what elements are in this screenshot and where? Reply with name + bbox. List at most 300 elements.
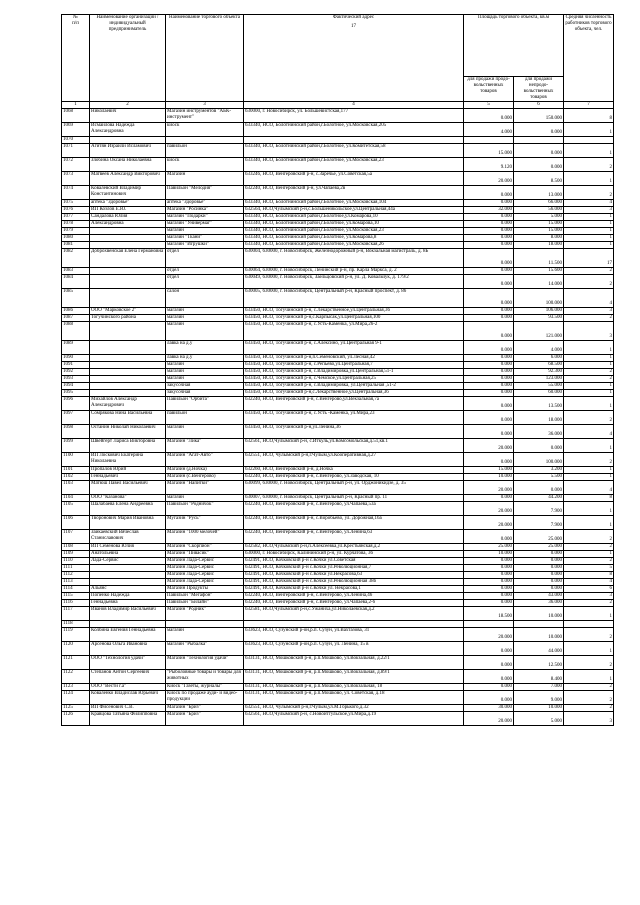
row-number: 1107	[62, 530, 90, 544]
table-row	[62, 572, 614, 579]
row-number: 1123	[62, 684, 90, 691]
row-nonfood-area: 0.000	[514, 565, 564, 572]
row-number: 1090	[62, 355, 90, 362]
row-organization: Альянс	[90, 586, 166, 593]
row-address: 632240, НСО, Венгеровский р-н, с.Венгерово, ул.Чапаева,2-6	[244, 600, 464, 607]
row-nonfood-area: 100.000	[514, 453, 564, 467]
row-object: Магазин "Родник"	[166, 607, 244, 621]
row-organization	[90, 137, 166, 144]
row-staff: 2	[564, 275, 614, 289]
row-organization: Останин Николай Николаевич	[90, 425, 166, 439]
row-organization	[90, 268, 166, 275]
row-number: 1076	[62, 207, 90, 214]
row-object: закусочная	[166, 383, 244, 390]
row-nonfood-area: 56.000	[514, 207, 564, 214]
row-food-area: 0.000	[464, 242, 514, 249]
row-food-area: 0.000	[464, 341, 514, 355]
table-row	[62, 144, 614, 158]
col-number-2: 2	[90, 102, 166, 109]
row-organization	[90, 369, 166, 376]
header-nonfood-area: для продажи непродо-вольственных товаров	[514, 77, 564, 102]
row-staff: 2	[564, 268, 614, 275]
row-number: 1093	[62, 376, 90, 383]
row-number: 1095	[62, 390, 90, 397]
table-row	[62, 670, 614, 684]
row-staff: 2	[564, 544, 614, 551]
row-staff: 4	[564, 481, 614, 495]
row-number: 1091	[62, 362, 90, 369]
row-food-area: 0.000	[464, 530, 514, 544]
row-food-area: 0.000	[464, 221, 514, 228]
row-object: отдел	[166, 249, 244, 268]
row-staff: 4	[564, 200, 614, 207]
table-row	[62, 516, 614, 530]
header-address-label: Фактический адрес	[332, 15, 375, 20]
row-address: 632491, НСО, Кочковский р-н с.Кочки ул.Революционная 38б	[244, 579, 464, 586]
row-nonfood-area: 44.000	[514, 642, 564, 656]
row-organization: Матвеев Александр Викторович	[90, 172, 166, 186]
row-staff: 8	[564, 572, 614, 579]
row-number: 1069	[62, 123, 90, 137]
row-nonfood-area: 44.200	[514, 495, 564, 502]
row-address: 633246, НСО, Венгеровский р-н, с.Заречье, ул.Советская,5а	[244, 172, 464, 186]
row-nonfood-area: 150.000	[514, 109, 564, 123]
row-food-area: 0.000	[464, 235, 514, 242]
table-row	[62, 530, 614, 544]
row-object: магазин "Подарки"	[166, 214, 244, 221]
row-nonfood-area: 60.000	[514, 390, 564, 397]
header-staff: Средняя численность работников торгового объекта, чел.	[564, 15, 614, 102]
row-food-area: 0.000	[464, 355, 514, 362]
row-number: 1092	[62, 369, 90, 376]
row-staff: 2	[564, 453, 614, 467]
row-number: 1084	[62, 275, 90, 289]
row-food-area: 0.000	[464, 289, 514, 308]
row-address: 632240, НСО, Венгеровский р-н, с.Венгерово, ул.Ленина,46	[244, 593, 464, 600]
row-address: 633131, НСО, Мошковский р-н, р.п.Мошково, ул.Вокзальная, д.89/1	[244, 670, 464, 684]
row-object: магазин "Ткани"	[166, 235, 244, 242]
row-number: 1114	[62, 586, 90, 593]
row-staff: 4	[564, 425, 614, 439]
table-row	[62, 268, 614, 275]
row-number: 1089	[62, 341, 90, 355]
table-row	[62, 235, 614, 242]
row-nonfood-area: 10.000	[514, 628, 564, 642]
row-address: 633450, НСО, Тогучинский р-н, с.Усть-Каменка, ул.Мира,26-2	[244, 322, 464, 341]
row-organization	[90, 275, 166, 289]
row-nonfood-area: 106.000	[514, 308, 564, 315]
row-nonfood-area: 0.000	[514, 144, 564, 158]
row-nonfood-area: 0.000	[514, 123, 564, 137]
row-organization	[90, 565, 166, 572]
row-organization: Николаевич	[90, 109, 166, 123]
row-staff: 2	[564, 158, 614, 172]
row-number: 1101	[62, 467, 90, 474]
row-food-area: 0.000	[464, 691, 514, 705]
table-row	[62, 600, 614, 607]
row-organization: Александровна	[90, 221, 166, 228]
row-object: Павильон "Мегафон"	[166, 593, 244, 600]
row-food-area: 20.000	[464, 628, 514, 642]
row-address: 632561, НСО,Чулымский р-н, с.Иткуль,ул.Комсомольская,д.51,кв.1	[244, 439, 464, 453]
row-address: 633450, НСО, Тогучинский р-н, с.Владимировка,ул.Центральная,51-1	[244, 369, 464, 376]
row-staff: 3	[564, 207, 614, 214]
row-number: 1071	[62, 144, 90, 158]
table-row	[62, 495, 614, 502]
row-organization: Доброхвенская Елена Германовна	[90, 249, 166, 268]
row-food-area: 18.500	[464, 607, 514, 621]
row-address: 630000, г. Новосибирск, Калининский р-н, ул. Курчатова, 36	[244, 551, 464, 558]
row-address: 630007, 630000, г. Новосибирск, Центральный р-н, Красный пр. 11	[244, 495, 464, 502]
row-number: 1087	[62, 315, 90, 322]
row-nonfood-area: 0.000	[514, 586, 564, 593]
row-food-area: 0.000	[464, 308, 514, 315]
row-number: 1112	[62, 572, 90, 579]
row-staff: 4	[564, 289, 614, 308]
row-address: 632491, НСО, Кочковский р-н с.Кочки ул.Советская	[244, 558, 464, 565]
row-nonfood-area: 18.000	[514, 242, 564, 249]
row-address: 632551, НСО, Чулымский р-н,г.Чулым,ул.Кооперативная,д.27	[244, 453, 464, 467]
row-staff: 1	[564, 172, 614, 186]
row-staff: 1	[564, 228, 614, 235]
row-address: 632491, НСО, Кочковский р-н с.Кочки ул. Некрасова,1	[244, 586, 464, 593]
row-number: 1078	[62, 221, 90, 228]
row-organization: ИП Козлов Е.Ю.	[90, 207, 166, 214]
row-food-area	[464, 137, 514, 144]
row-staff: 3	[564, 593, 614, 600]
row-address: 633450, НСО, Тогучинский р-н, с.Репьево,ул.Центральная,7	[244, 362, 464, 369]
row-number: 1072	[62, 158, 90, 172]
row-number: 1070	[62, 137, 90, 144]
row-number: 1074	[62, 186, 90, 200]
row-address: 633450, НСО, Тогучинский р-н,п.Семеновский, ул.Лесная,42	[244, 355, 464, 362]
row-organization: Ковалевский Владимир Константинович	[90, 186, 166, 200]
row-food-area: 0.000	[464, 109, 514, 123]
row-staff: 6	[564, 586, 614, 593]
trade-objects-table	[61, 14, 614, 726]
row-food-area: 0.000	[464, 214, 514, 221]
table-row	[62, 242, 614, 249]
table-row	[62, 551, 614, 558]
row-address: 633340, НСО, Болотнинский район,г.Болотное, ул.Комарова,10	[244, 221, 464, 228]
row-number: 1117	[62, 607, 90, 621]
row-food-area: 20.000	[464, 712, 514, 726]
table-row	[62, 109, 614, 123]
row-object: магазин	[166, 628, 244, 642]
row-nonfood-area: 15.000	[514, 221, 564, 228]
row-address: 633340, НСО, Болотнинский район,г.Болотное, ул.Московская,23	[244, 158, 464, 172]
row-address	[244, 137, 464, 144]
row-staff: 1	[564, 516, 614, 530]
row-number: 1098	[62, 425, 90, 439]
row-nonfood-area: 5.000	[514, 712, 564, 726]
table-row	[62, 172, 614, 186]
row-address: 633450, НСО, Тогучинский р-н, с.Чемское,ул.Центральная,25	[244, 376, 464, 383]
header-organization: Наименование организации / индивидуальный предприниматель	[90, 15, 166, 102]
row-object	[166, 137, 244, 144]
row-food-area: 30.000	[464, 705, 514, 712]
row-staff: 1	[564, 341, 614, 355]
header-object: Наименование торгового объекта	[166, 15, 244, 102]
row-object: павильон	[166, 144, 244, 158]
row-nonfood-area: 8.000	[514, 235, 564, 242]
row-organization	[90, 228, 166, 235]
table-row	[62, 579, 614, 586]
row-organization: аптека "Здоровье"	[90, 200, 166, 207]
row-organization: ООО "Казанова"	[90, 495, 166, 502]
header-address-extra: 17	[351, 24, 356, 29]
row-object: Павильон "Орбита"	[166, 397, 244, 411]
row-organization: Пропалов Юрий	[90, 467, 166, 474]
row-staff: 2	[564, 600, 614, 607]
row-number: 1124	[62, 691, 90, 705]
row-object: Магазин "Лика"	[166, 439, 244, 453]
row-food-area: 0.000	[464, 656, 514, 670]
row-organization: Арсенова Ольга Ивановна	[90, 642, 166, 656]
row-nonfood-area: 0.000	[514, 558, 564, 565]
row-object: Магазин "Агат-Авто"	[166, 453, 244, 467]
row-staff: 1	[564, 235, 614, 242]
table-row	[62, 249, 614, 268]
row-address: 633131, НСО, Мошковский р-н, р.п.Мошково, ул.Вокзальная, д.22/1	[244, 656, 464, 670]
row-address: 632551, НСО, Чулымский р-н,г.Чулым,ул.М.Горького,д.32	[244, 705, 464, 712]
row-staff: 1	[564, 362, 614, 369]
row-number: 1094	[62, 383, 90, 390]
table-row	[62, 369, 614, 376]
document-page	[61, 14, 613, 726]
row-object: Киоск по продаже ауди- и видео-продукции	[166, 691, 244, 705]
row-organization	[90, 355, 166, 362]
row-food-area: 0.000	[464, 565, 514, 572]
row-address: 630099, 630000, г. Новосибирск, Центральный р-н, ул. Орджоникидзе, д. 35	[244, 481, 464, 495]
row-staff: 1	[564, 551, 614, 558]
row-food-area: 0.000	[464, 670, 514, 684]
row-number: 1096	[62, 397, 90, 411]
table-row	[62, 341, 614, 355]
row-address: 633450, НСО, Тогучинский р-н, с.Лекарственное,ул.Центральная,36	[244, 308, 464, 315]
row-object: магазин	[166, 308, 244, 315]
row-nonfood-area: 7.900	[514, 516, 564, 530]
row-number: 1109	[62, 551, 90, 558]
row-object: Магазин (с.Венгерово)	[166, 474, 244, 481]
row-nonfood-area: 18.000	[514, 411, 564, 425]
row-number: 1073	[62, 172, 90, 186]
row-nonfood-area: 5.000	[514, 214, 564, 221]
row-address: 632260, НСО, Венгеровский р-н, д.Ночка	[244, 467, 464, 474]
row-address: 633623, НСО, Сузунский р-он,р.п. Сузун, ул.Вахтазова, 31	[244, 628, 464, 642]
row-object: магазин	[166, 369, 244, 376]
row-object: Магазин Лада-Сервис	[166, 558, 244, 565]
table-row	[62, 200, 614, 207]
row-organization	[90, 376, 166, 383]
row-organization: Шалабаева Елена Андреевна	[90, 502, 166, 516]
row-food-area: 0.000	[464, 425, 514, 439]
row-organization	[90, 621, 166, 628]
row-address: 630005, 630000, г. Новосибирск, Центральный р-н, Красный проспект, д. 86	[244, 289, 464, 308]
row-object: Магазин Лада-Сервис	[166, 579, 244, 586]
row-staff: 8	[564, 495, 614, 502]
row-number: 1110	[62, 558, 90, 565]
row-number: 1111	[62, 565, 90, 572]
row-food-area: 0.000	[464, 268, 514, 275]
row-number: 1075	[62, 200, 90, 207]
table-row	[62, 308, 614, 315]
table-row	[62, 355, 614, 362]
numbering-row	[62, 102, 614, 109]
row-number: 1118	[62, 621, 90, 628]
col-number-7: 7	[564, 102, 614, 109]
header-area-group: Площадь торгового объекта, кв.м	[464, 15, 564, 77]
row-organization: Агитян Израили Исламович	[90, 144, 166, 158]
row-organization	[90, 362, 166, 369]
row-object: магазин	[166, 376, 244, 383]
col-number-4: 4	[244, 102, 464, 109]
table-row	[62, 544, 614, 551]
row-object: магазин "Рыбалка"	[166, 642, 244, 656]
row-nonfood-area: 10.000	[514, 607, 564, 621]
row-staff: 2	[564, 315, 614, 322]
row-organization: ИП Семенова Юлия	[90, 544, 166, 551]
row-staff: 4	[564, 579, 614, 586]
table-row	[62, 439, 614, 453]
row-object: Киоск "Газеты, журналы"	[166, 684, 244, 691]
row-address: 633131, НСО, Мошковский р-н, р.п.Мошково, ул. Советская, д.18	[244, 691, 464, 705]
row-nonfood-area: 121.000	[514, 322, 564, 341]
row-staff: 2	[564, 684, 614, 691]
table-row	[62, 425, 614, 439]
row-object: киоск	[166, 123, 244, 137]
row-organization: Творонович Мария Ивановна	[90, 516, 166, 530]
row-staff: 1	[564, 607, 614, 621]
row-object: отдел	[166, 268, 244, 275]
row-organization: Матюш Павел Васильевич	[90, 481, 166, 495]
row-staff: 1	[564, 355, 614, 362]
table-row	[62, 362, 614, 369]
row-nonfood-area	[514, 137, 564, 144]
row-number: 1105	[62, 502, 90, 516]
row-nonfood-area: 11.500	[514, 249, 564, 268]
row-nonfood-area: 4.000	[514, 341, 564, 355]
row-number: 1079	[62, 228, 90, 235]
row-nonfood-area: 92.300	[514, 369, 564, 376]
row-organization: Михайлов Александр Александрович	[90, 397, 166, 411]
row-nonfood-area: 13.500	[514, 397, 564, 411]
row-nonfood-area: 0.000	[514, 439, 564, 453]
row-organization	[90, 579, 166, 586]
row-object: киоск	[166, 158, 244, 172]
row-staff: 3	[564, 308, 614, 315]
row-number: 1113	[62, 579, 90, 586]
row-nonfood-area: 9.000	[514, 691, 564, 705]
row-nonfood-area: 5.500	[514, 474, 564, 481]
row-nonfood-area: 123.000	[514, 376, 564, 383]
row-food-area	[464, 621, 514, 628]
row-food-area: 15.000	[464, 467, 514, 474]
row-staff: 1	[564, 502, 614, 516]
table-row	[62, 593, 614, 600]
table-row	[62, 586, 614, 593]
row-staff: 5	[564, 565, 614, 572]
row-staff: 17	[564, 249, 614, 268]
row-staff	[564, 621, 614, 628]
row-object: Магазин "Скорпион"	[166, 544, 244, 551]
row-organization: Сандалова Юлия	[90, 214, 166, 221]
row-food-area: 0.000	[464, 186, 514, 200]
row-staff: 2	[564, 656, 614, 670]
row-food-area: 32.000	[464, 207, 514, 214]
table-row	[62, 137, 614, 144]
table-row	[62, 467, 614, 474]
table-row	[62, 705, 614, 712]
row-object: Магазин "Технология удачи"	[166, 656, 244, 670]
row-object: павильон	[166, 411, 244, 425]
row-number: 1085	[62, 289, 90, 308]
row-staff: 2	[564, 369, 614, 376]
table-row	[62, 481, 614, 495]
row-address: 633340, НСО, Болотнинский район,г.Болотное, ул.Московская,23	[244, 228, 464, 235]
row-food-area: 0.000	[464, 572, 514, 579]
table-row	[62, 315, 614, 322]
table-row	[62, 474, 614, 481]
row-nonfood-area: 7.900	[514, 502, 564, 516]
row-staff: 1	[564, 642, 614, 656]
row-object: Магазин "Пивасик"	[166, 551, 244, 558]
row-organization	[90, 235, 166, 242]
row-address: 633340, НСО, Болотнинский район,г.Болотное,ул.Комарова,10	[244, 214, 464, 221]
row-organization: Злобина Оксана Николаевна	[90, 158, 166, 172]
table-row	[62, 383, 614, 390]
row-food-area: 0.000	[464, 397, 514, 411]
row-food-area: 0.000	[464, 362, 514, 369]
table-row	[62, 123, 614, 137]
row-address: 632491, НСО, Кочковский р-н с.Кочки ул.Революционная,7	[244, 565, 464, 572]
row-address: 632240, НСО, Венгеровский р-н, ул.Чапаева,2в	[244, 186, 464, 200]
row-organization: Геннадьевич	[90, 474, 166, 481]
table-row	[62, 411, 614, 425]
col-number-3: 3	[166, 102, 244, 109]
row-staff: 2	[564, 411, 614, 425]
row-food-area: 0.000	[464, 322, 514, 341]
row-food-area: 0.000	[464, 642, 514, 656]
row-object: лавка на д.у	[166, 355, 244, 362]
row-address: 632491, НСО, Кочковский р-н с.Кочки ул.Некрасова,63	[244, 572, 464, 579]
row-address: 633340, НСО, Болотнинский район,г.Болотное, ул.Комарова,8	[244, 235, 464, 242]
row-nonfood-area: 100.000	[514, 289, 564, 308]
row-organization	[90, 322, 166, 341]
row-number: 1120	[62, 642, 90, 656]
row-object: отдел	[166, 275, 244, 289]
row-organization	[90, 242, 166, 249]
table-row	[62, 221, 614, 228]
row-organization	[90, 289, 166, 308]
row-object: магазин	[166, 495, 244, 502]
row-nonfood-area: 10.000	[514, 705, 564, 712]
row-address: 632240, НСО, Венгеровский р-н, с.Венгерово, ул.Чапаева,53а	[244, 502, 464, 516]
row-nonfood-area: 15.600	[514, 268, 564, 275]
row-nonfood-area: 8.400	[514, 670, 564, 684]
row-nonfood-area: 25.000	[514, 544, 564, 551]
row-staff: 1	[564, 144, 614, 158]
row-food-area: 20.000	[464, 481, 514, 495]
table-row	[62, 642, 614, 656]
row-staff: 8	[564, 109, 614, 123]
table-row	[62, 684, 614, 691]
row-number: 1122	[62, 670, 90, 684]
row-address: 632240, НСО, Венгеровский р-н, с.Венгерово, ул.Ленина,63	[244, 530, 464, 544]
table-row	[62, 214, 614, 221]
row-staff: 3	[564, 712, 614, 726]
table-row	[62, 397, 614, 411]
